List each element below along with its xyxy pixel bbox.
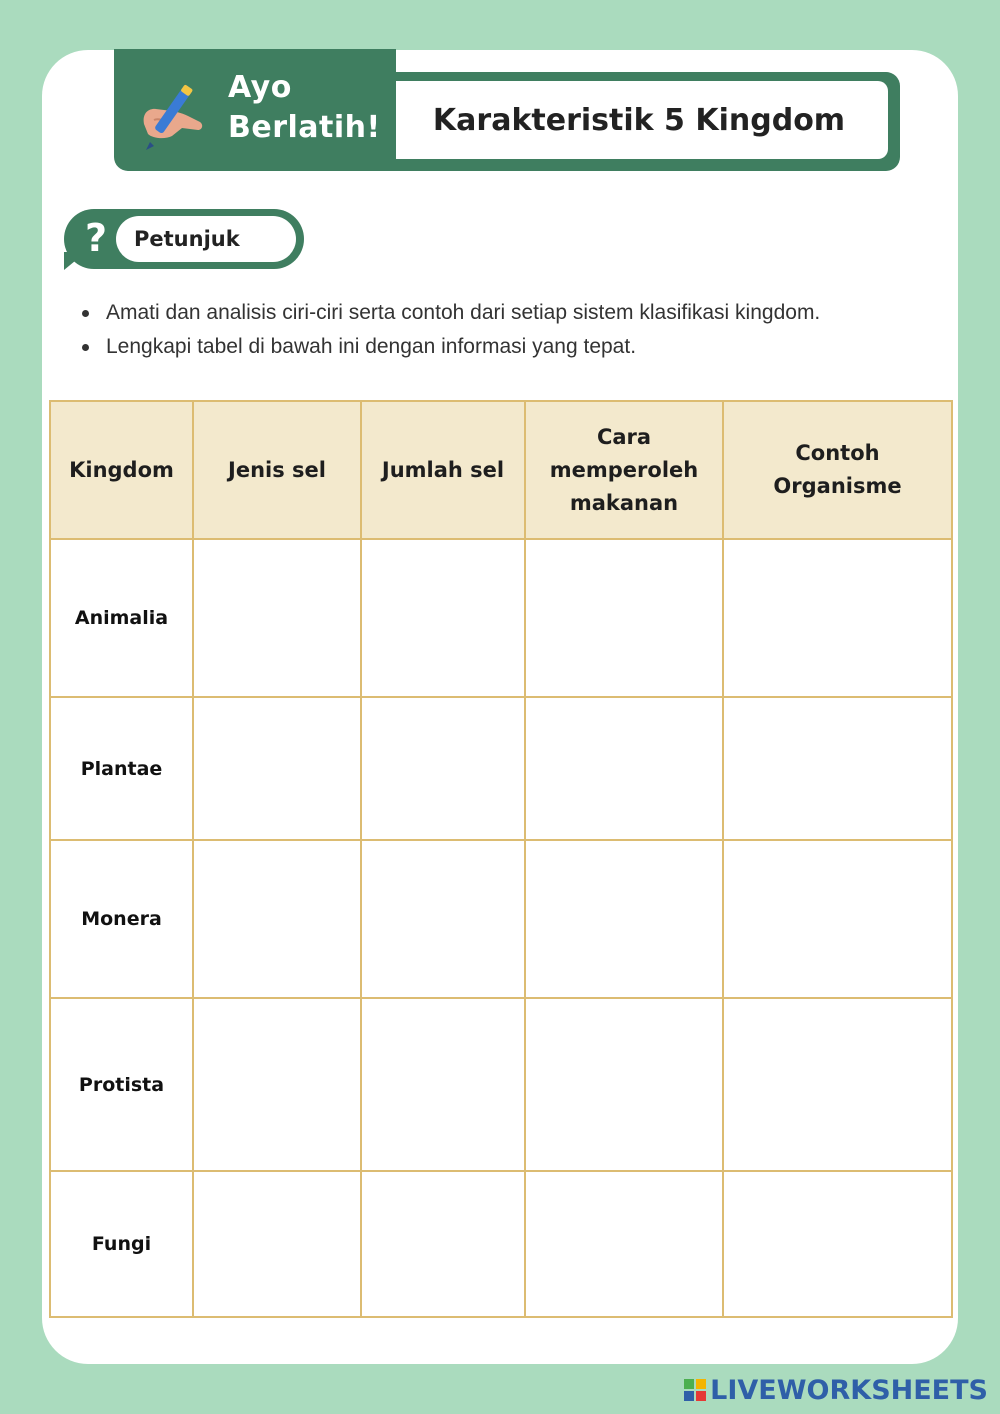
ayo-berlatih-badge [228,68,381,148]
instruction-item [78,330,820,364]
liveworksheets-logo-icon [684,1379,706,1401]
bullet-icon [82,310,89,317]
table-row [50,697,952,840]
table-row [50,998,952,1171]
hand-writing-pencil-icon [138,80,210,152]
header-jenis-sel: Jenis sel [193,401,361,539]
header-cara-memperoleh-makanan [525,401,723,539]
answer-cell-contoh[interactable] [723,1171,952,1317]
kingdom-name: Animalia [50,539,193,697]
answer-cell-jenis-sel[interactable] [193,840,361,998]
answer-cell-jumlah-sel[interactable] [361,1171,525,1317]
header-text: Contoh Organisme [773,441,902,498]
answer-cell-cara-makan[interactable] [525,998,723,1171]
answer-cell-jenis-sel[interactable] [193,998,361,1171]
petunjuk-label: Petunjuk [134,227,240,251]
kingdom-name: Plantae [50,697,193,840]
instruction-text: Amati dan analisis ciri-ciri serta contoh dari setiap sistem klasifikasi kingdom. [106,301,821,324]
answer-cell-jenis-sel[interactable] [193,539,361,697]
kingdom-name: Monera [50,840,193,998]
liveworksheets-brand[interactable] [684,1372,988,1408]
answer-cell-contoh[interactable] [723,998,952,1171]
instruction-list [78,296,820,364]
answer-cell-jenis-sel[interactable] [193,697,361,840]
answer-cell-contoh[interactable] [723,840,952,998]
question-mark-icon: ? [84,216,108,260]
header-kingdom: Kingdom [50,401,193,539]
table-header-row [50,401,952,539]
answer-cell-cara-makan[interactable] [525,697,723,840]
answer-cell-jumlah-sel[interactable] [361,840,525,998]
instruction-item [78,296,820,330]
header-jumlah-sel: Jumlah sel [361,401,525,539]
badge-line-2: Berlatih! [228,110,381,145]
kingdom-table [49,400,953,1318]
table-row [50,840,952,998]
brand-name: LIVEWORKSHEETS [710,1374,988,1406]
bullet-icon [82,344,89,351]
header-contoh-organisme [723,401,952,539]
answer-cell-cara-makan[interactable] [525,840,723,998]
answer-cell-cara-makan[interactable] [525,539,723,697]
answer-cell-cara-makan[interactable] [525,1171,723,1317]
kingdom-name: Protista [50,998,193,1171]
answer-cell-contoh[interactable] [723,697,952,840]
answer-cell-jumlah-sel[interactable] [361,539,525,697]
table-row [50,1171,952,1317]
answer-cell-contoh[interactable] [723,539,952,697]
badge-line-1: Ayo [228,70,292,105]
answer-cell-jumlah-sel[interactable] [361,697,525,840]
answer-cell-jumlah-sel[interactable] [361,998,525,1171]
instruction-text: Lengkapi tabel di bawah ini dengan informasi yang tepat. [106,335,637,358]
page-title: Karakteristik 5 Kingdom [432,102,846,138]
header-text: Cara memperoleh makanan [549,424,699,515]
table-row [50,539,952,697]
answer-cell-jenis-sel[interactable] [193,1171,361,1317]
kingdom-name: Fungi [50,1171,193,1317]
